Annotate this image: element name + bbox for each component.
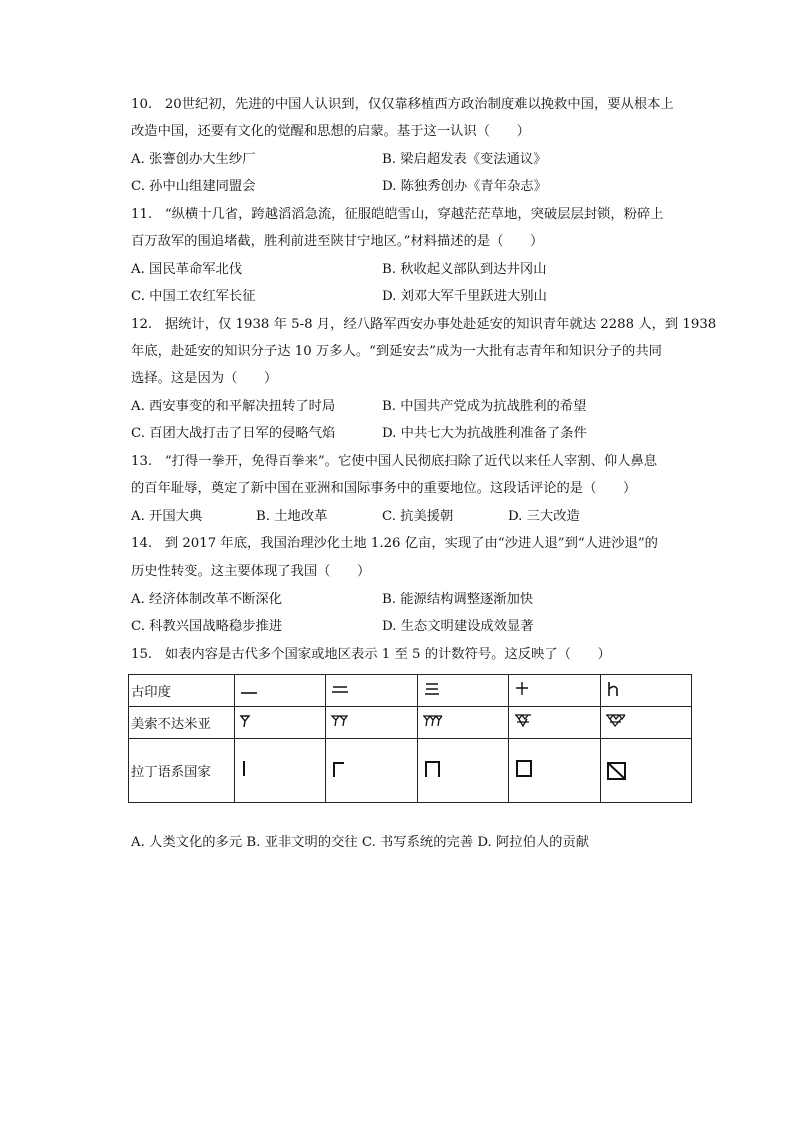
indian-numeral-5-symbol (605, 681, 625, 697)
counting-symbols-table (128, 674, 692, 803)
table-row (129, 675, 692, 707)
cuneiform-1-symbol (239, 713, 261, 729)
q14-option-b: B. 能源结构调整逐渐加快 (382, 592, 534, 607)
q11-option-c: C. 中国工农红军长征 (131, 289, 256, 304)
table-row (129, 707, 692, 739)
cuneiform-2-symbol (330, 713, 352, 729)
latin-1-symbol (239, 758, 261, 780)
indian-numeral-1-symbol (239, 681, 259, 697)
indian-numeral-2-symbol (330, 681, 350, 697)
q13-stem-line-2: 的百年耻辱，奠定了新中国在亚洲和国际事务中的重要地位。这段话评论的是（ ） (131, 481, 637, 496)
latin-2-symbol (330, 758, 352, 780)
q14-option-d: D. 生态文明建设成效显著 (382, 619, 534, 634)
q12-stem-line-3: 选择。这是因为（ ） (131, 371, 278, 386)
q10-option-d: D. 陈独秀创办《青年杂志》 (382, 179, 547, 194)
table-row (129, 739, 692, 803)
latin-5-symbol (605, 756, 629, 782)
q13-stem-line-1: 13. “打得一拳开，免得百拳来”。它使中国人民彻底扫除了近代以来任人宰割、仰人鼻息 (131, 454, 658, 469)
row-label-ancient-india: 古印度 (129, 675, 235, 707)
q15-options-line: A. 人类文化的多元 B. 亚非文明的交往 C. 书写系统的完善 D. 阿拉伯人的贡献 (131, 835, 590, 850)
q11-stem-line-1: 11. “纵横十几省，跨越滔滔急流，征服皑皑雪山，穿越茫茫草地，突破层层封锁，粉碎上 (131, 207, 664, 222)
q14-option-c: C. 科教兴国战略稳步推进 (131, 619, 283, 634)
q13-option-d: D. 三大改造 (508, 509, 580, 524)
q12-stem-line-1: 12. 据统计，仅 1938 年 5-8 月，经八路军西安办事处赴延安的知识青年就达 2288 人，到 1938 (131, 317, 717, 332)
q12-option-c: C. 百团大战打击了日军的侵略气焰 (131, 426, 336, 441)
q10-stem-line-2: 改造中国，还要有文化的觉醒和思想的启蒙。基于这一认识（ ） (131, 124, 530, 139)
q14-option-a: A. 经济体制改革不断深化 (131, 592, 283, 607)
q10-stem-line-1: 10. 20世纪初，先进的中国人认识到，仅仅靠移植西方政治制度难以挽救中国，要从根本上 (131, 97, 674, 112)
q12-option-a: A. 西安事变的和平解决扭转了时局 (131, 399, 336, 414)
row-label-latin-countries: 拉丁语系国家 (129, 739, 235, 803)
q11-option-d: D. 刘邓大军千里跃进大别山 (382, 289, 547, 304)
q13-option-a: A. 开国大典 (131, 509, 203, 524)
q14-stem-line-1: 14. 到 2017 年底，我国治理沙化土地 1.26 亿亩，实现了由“沙进人退”到“人进沙退”的 (131, 536, 658, 551)
latin-4-symbol (513, 758, 535, 780)
indian-numeral-4-symbol (513, 681, 533, 697)
q10-option-b: B. 梁启超发表《变法通议》 (382, 152, 547, 167)
cuneiform-5-symbol (605, 713, 627, 729)
q12-stem-line-2: 年底，赴延安的知识分子达 10 万多人。“到延安去”成为一大批有志青年和知识分子的共同 (131, 344, 662, 359)
q11-option-a: A. 国民革命军北伐 (131, 262, 243, 277)
q15-stem-line-1: 15. 如表内容是古代多个国家或地区表示 1 至 5 的计数符号。这反映了（ ） (131, 647, 611, 662)
cuneiform-3-symbol (422, 713, 444, 729)
q13-option-b: B. 土地改革 (256, 509, 328, 524)
cuneiform-4-symbol (513, 713, 535, 729)
indian-numeral-3-symbol (422, 681, 442, 697)
q14-stem-line-2: 历史性转变。这主要体现了我国（ ） (131, 564, 371, 579)
q10-option-a: A. 张謇创办大生纱厂 (131, 152, 256, 167)
q11-stem-line-2: 百万敌军的围追堵截，胜利前进至陕甘宁地区。”材料描述的是（ ） (131, 234, 544, 249)
q13-option-c: C. 抗美援朝 (382, 509, 454, 524)
q10-option-c: C. 孙中山组建同盟会 (131, 179, 256, 194)
row-label-mesopotamia: 美索不达米亚 (129, 707, 235, 739)
q12-option-d: D. 中共七大为抗战胜利准备了条件 (382, 426, 587, 441)
latin-3-symbol (422, 758, 444, 780)
q11-option-b: B. 秋收起义部队到达井冈山 (382, 262, 547, 277)
q12-option-b: B. 中国共产党成为抗战胜利的希望 (382, 399, 587, 414)
